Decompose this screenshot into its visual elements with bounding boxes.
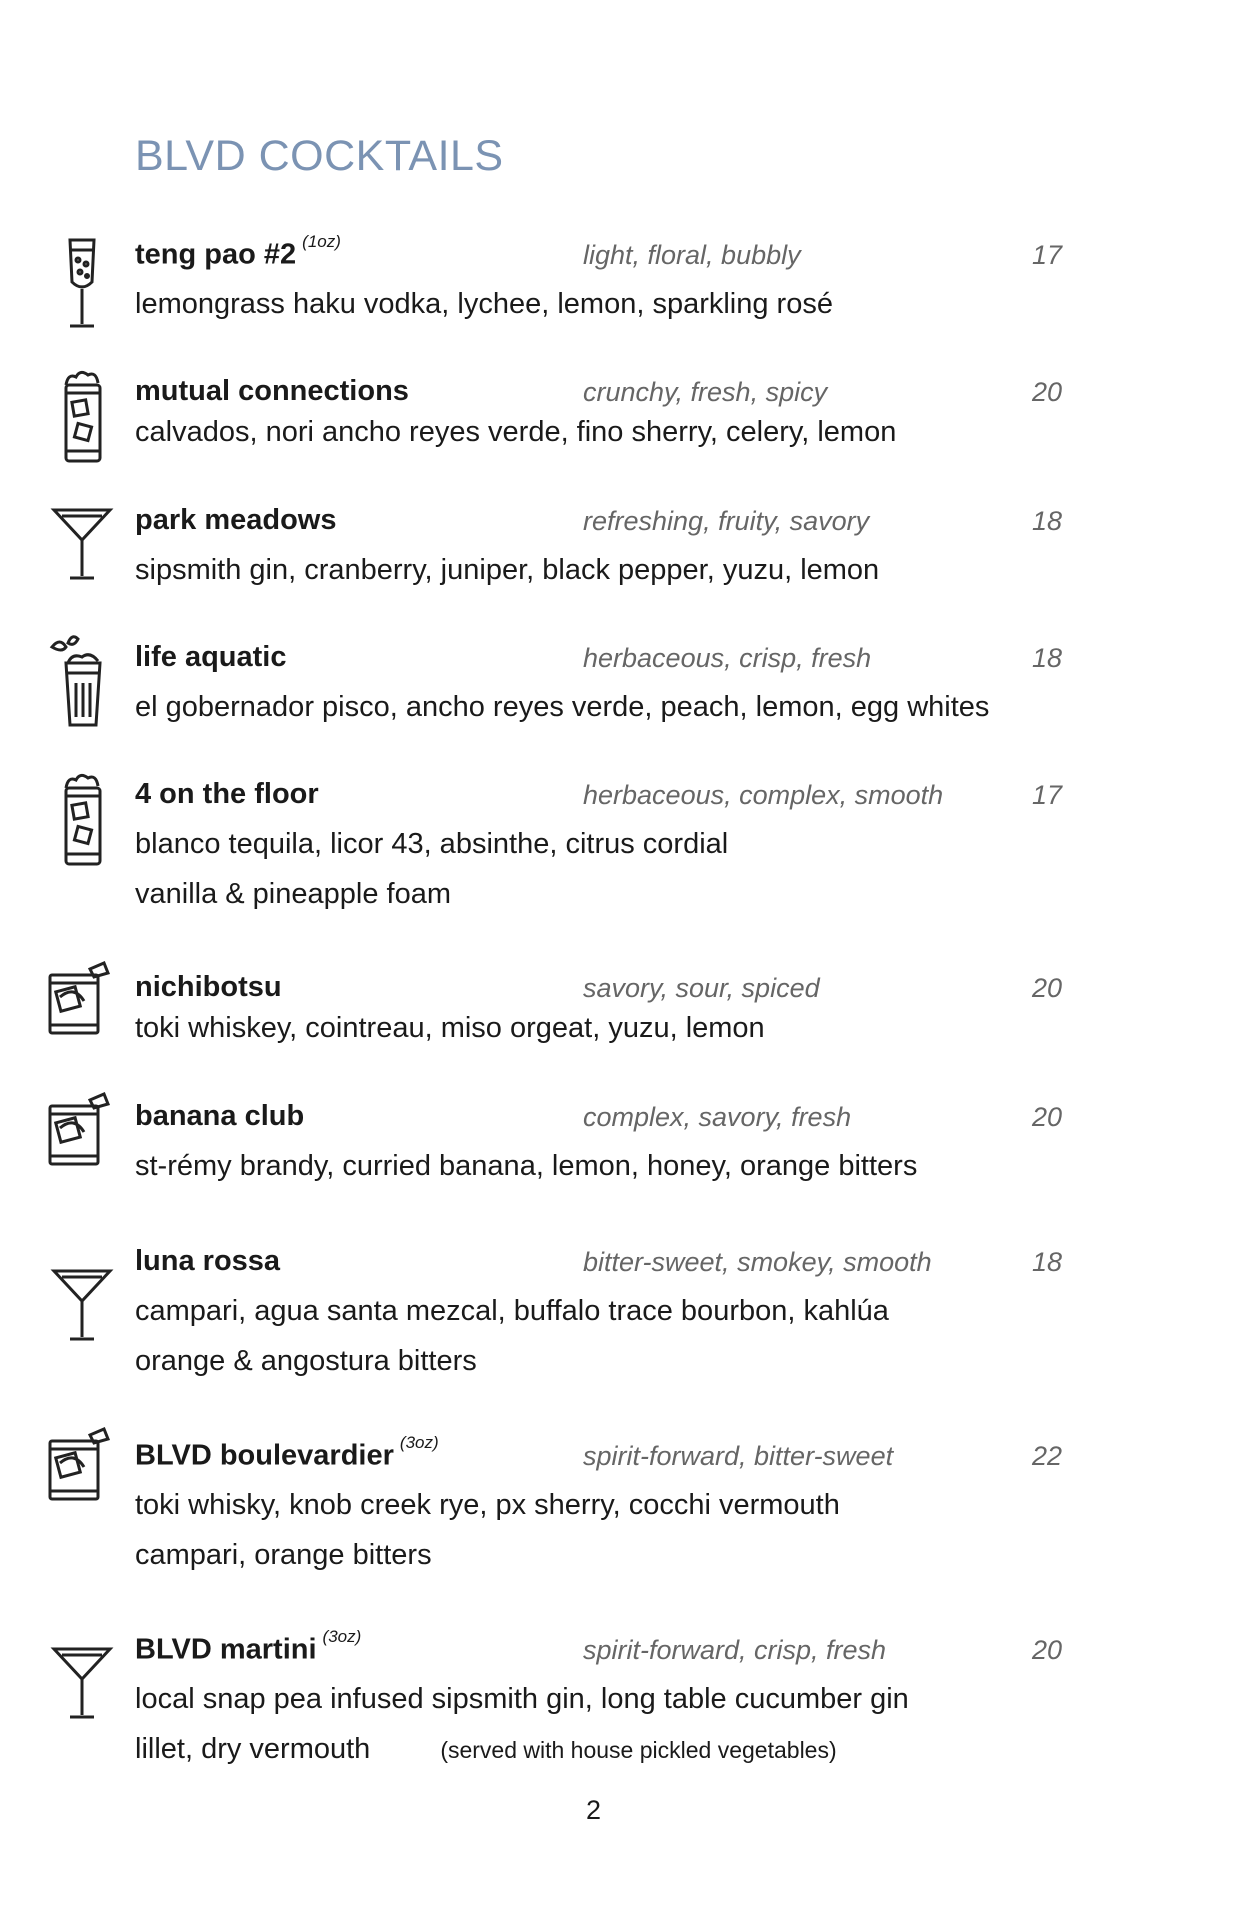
item-notes: herbaceous, complex, smooth — [583, 780, 944, 810]
item-description: calvados, nori ancho reyes verde, fino sherry, celery, lemon — [135, 416, 897, 448]
item-size: (3oz) — [322, 1627, 362, 1646]
item-notes: herbaceous, crisp, fresh — [583, 643, 872, 673]
item-name: mutual connections — [135, 375, 409, 407]
item-price: 18 — [1032, 1247, 1063, 1277]
page-number: 2 — [586, 1795, 602, 1825]
item-price: 20 — [1032, 1102, 1063, 1132]
item-description: el gobernador pisco, ancho reyes verde, peach, lemon, egg whites — [135, 691, 990, 723]
item-notes: complex, savory, fresh — [583, 1102, 852, 1132]
item-description: lemongrass haku vodka, lychee, lemon, sparkling rosé — [135, 288, 833, 320]
item-name: nichibotsu — [135, 971, 282, 1003]
highball-glass-icon — [42, 770, 122, 870]
item-name: BLVD martini $^{(3oz)}$ — [135, 1627, 362, 1666]
item-notes: spirit-forward, crisp, fresh — [583, 1635, 887, 1665]
item-description-line2: lillet, dry vermouth (served with house pickled vegetables) — [135, 1733, 837, 1765]
item-description: local snap pea infused sipsmith gin, long table cucumber gin — [135, 1683, 909, 1715]
item-notes: spirit-forward, bitter-sweet — [583, 1441, 894, 1471]
item-description: sipsmith gin, cranberry, juniper, black pepper, yuzu, lemon — [135, 554, 880, 586]
item-price: 22 — [1032, 1441, 1063, 1471]
item-notes: crunchy, fresh, spicy — [583, 377, 828, 407]
item-size: (1oz) — [302, 232, 341, 251]
section-title: BLVD COCKTAILS — [135, 132, 504, 180]
item-name: park meadows — [135, 504, 337, 536]
item-description: toki whiskey, cointreau, miso orgeat, yuzu, lemon — [135, 1012, 765, 1044]
rocks-glass-icon — [42, 1092, 122, 1172]
item-notes: refreshing, fruity, savory — [583, 506, 870, 536]
item-price: 20 — [1032, 973, 1063, 1003]
item-name: banana club — [135, 1100, 305, 1132]
martini-glass-icon — [42, 504, 122, 584]
item-name: life aquatic — [135, 641, 287, 673]
julep-cup-icon — [42, 633, 122, 733]
item-name: BLVD boulevardier $^{(3oz)}$ — [135, 1433, 439, 1472]
item-notes: light, floral, bubbly — [583, 240, 801, 270]
champagne-flute-icon — [42, 234, 122, 334]
item-notes: savory, sour, spiced — [583, 973, 820, 1003]
item-description-line2: campari, orange bitters — [135, 1539, 432, 1571]
item-size: (3oz) — [399, 1433, 439, 1452]
rocks-glass-icon — [42, 961, 122, 1041]
item-price: 20 — [1032, 377, 1063, 407]
item-serving-note: (served with house pickled vegetables) — [440, 1737, 837, 1763]
item-price: 18 — [1032, 506, 1063, 536]
item-price: 17 — [1032, 240, 1063, 270]
item-description: campari, agua santa mezcal, buffalo trace bourbon, kahlúa — [135, 1295, 889, 1327]
item-description: toki whisky, knob creek rye, px sherry, cocchi vermouth — [135, 1489, 840, 1521]
item-name: 4 on the floor — [135, 778, 319, 810]
item-description: blanco tequila, licor 43, absinthe, citrus cordial — [135, 828, 729, 860]
item-price: 20 — [1032, 1635, 1063, 1665]
item-price: 17 — [1032, 780, 1063, 810]
martini-glass-icon — [42, 1265, 122, 1345]
highball-glass-icon — [42, 367, 122, 467]
martini-glass-icon — [42, 1643, 122, 1723]
item-description-line2: orange & angostura bitters — [135, 1345, 477, 1377]
rocks-glass-icon — [42, 1427, 122, 1507]
item-description: st-rémy brandy, curried banana, lemon, honey, orange bitters — [135, 1150, 918, 1182]
item-description-line2: vanilla & pineapple foam — [135, 878, 451, 910]
item-price: 18 — [1032, 643, 1063, 673]
item-notes: bitter-sweet, smokey, smooth — [583, 1247, 932, 1277]
item-name: teng pao #2 $^{(1oz)}$ — [135, 232, 341, 271]
item-name: luna rossa — [135, 1245, 281, 1277]
